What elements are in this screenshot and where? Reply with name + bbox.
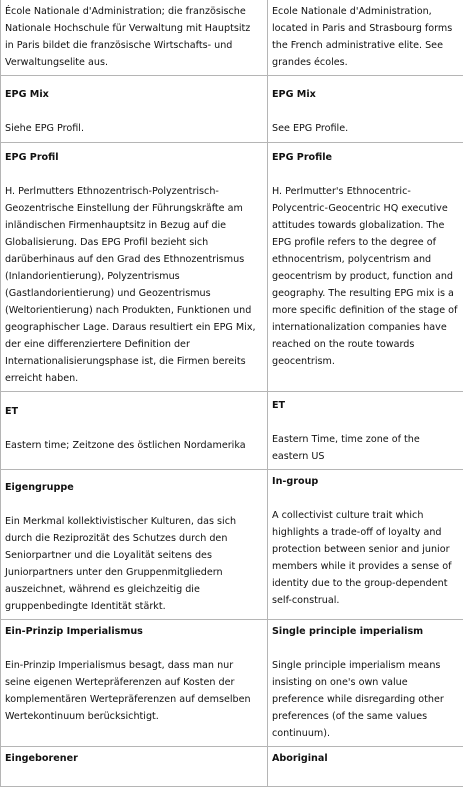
english-definition: A collectivist culture trait which highlights a trade-off of loyalty and protection between senior and junior members while it provides a sense of identity due to the group-dependent self-construal. (272, 507, 459, 609)
german-term: EPG Profil (5, 149, 259, 166)
german-definition: Siehe EPG Profil. (5, 120, 259, 137)
german-definition: Ein-Prinzip Imperialismus besagt, dass man nur seine eigenen Wertepräferenzen auf Kosten der komplementären Wertepräferenzen auf demselben Wertekontinuum berücksichtigt. (5, 657, 259, 725)
english-term: EPG Profile (272, 149, 459, 166)
english-cell (268, 470, 463, 620)
german-cell (1, 470, 268, 620)
german-definition: H. Perlmutters Ethnozentrisch-Polyzentrisch-Geozentrische Einstellung der Führungskräfte am inländischen Firmenhauptsitz in Bezug auf die Globalisierung. Das EPG Profil bezieht sich darüberhinaus auf den Grad des Ethnozentrismus (Inlandorientierung), Polyzentrismus (Gastlandorientierung) und Geozentrismus (Weltorientierung) nach Produkten, Funktionen und geographischer Lage. Daraus resultiert ein EPG Mix, der eine differenziertere Definition der Internationalisierungsphase ist, die Firmen bereits erreicht haben. (5, 183, 259, 387)
german-cell (1, 620, 268, 747)
table-row (1, 470, 463, 620)
english-term: In-group (272, 473, 459, 490)
english-cell (268, 76, 463, 143)
english-definition: Ecole Nationale d'Administration, located in Paris and Strasbourg forms the French administrative elite. See grandes écoles. (272, 3, 459, 71)
german-term: Eigengruppe (5, 479, 259, 496)
english-cell (268, 392, 463, 470)
english-term: Aboriginal (272, 750, 459, 767)
german-cell (1, 76, 268, 143)
table-row (1, 747, 463, 787)
german-definition: Ein Merkmal kollektivistischer Kulturen, das sich durch die Reziprozität des Schutzes durch den Seniorpartner und die Loyalität seitens des Juniorpartners unter den Gruppenmitgliedern auszeichnet, während es gleichzeitig die gruppenbedingte Identität stärkt. (5, 513, 259, 615)
english-definition: Eastern Time, time zone of the eastern US (272, 431, 459, 465)
german-definition: École Nationale d'Administration; die französische Nationale Hochschule für Verwaltung mit Hauptsitz in Paris bildet die französische Wirtschafts- und Verwaltungselite aus. (5, 3, 259, 71)
table-row (1, 76, 463, 143)
german-definition: Eastern time; Zeitzone des östlichen Nordamerika (5, 437, 259, 454)
table-row (1, 143, 463, 392)
english-cell (268, 0, 463, 76)
english-term: ET (272, 397, 459, 414)
german-cell (1, 0, 268, 76)
english-term: Single principle imperialism (272, 623, 459, 640)
german-term: Ein-Prinzip Imperialismus (5, 623, 259, 640)
german-term: Eingeborener (5, 750, 259, 767)
table-row (1, 0, 463, 76)
german-term: ET (5, 403, 259, 420)
english-cell (268, 747, 463, 787)
english-term: EPG Mix (272, 86, 459, 103)
german-cell (1, 392, 268, 470)
table-row (1, 392, 463, 470)
english-cell (268, 143, 463, 392)
german-cell (1, 143, 268, 392)
english-cell (268, 620, 463, 747)
english-definition: H. Perlmutter's Ethnocentric-Polycentric-Geocentric HQ executive attitudes towards globalization. The EPG profile refers to the degree of ethnocentrism, polycentrism and geocentrism by product, function and geography. The resulting EPG mix is a more specific definition of the stage of internationalization companies have reached on the route towards geocentrism. (272, 183, 459, 370)
german-cell (1, 747, 268, 787)
english-definition: See EPG Profile. (272, 120, 459, 137)
table-row (1, 620, 463, 747)
english-definition: Single principle imperialism means insisting on one's own value preference while disregarding other preferences (of the same values continuum). (272, 657, 459, 742)
german-term: EPG Mix (5, 86, 259, 103)
